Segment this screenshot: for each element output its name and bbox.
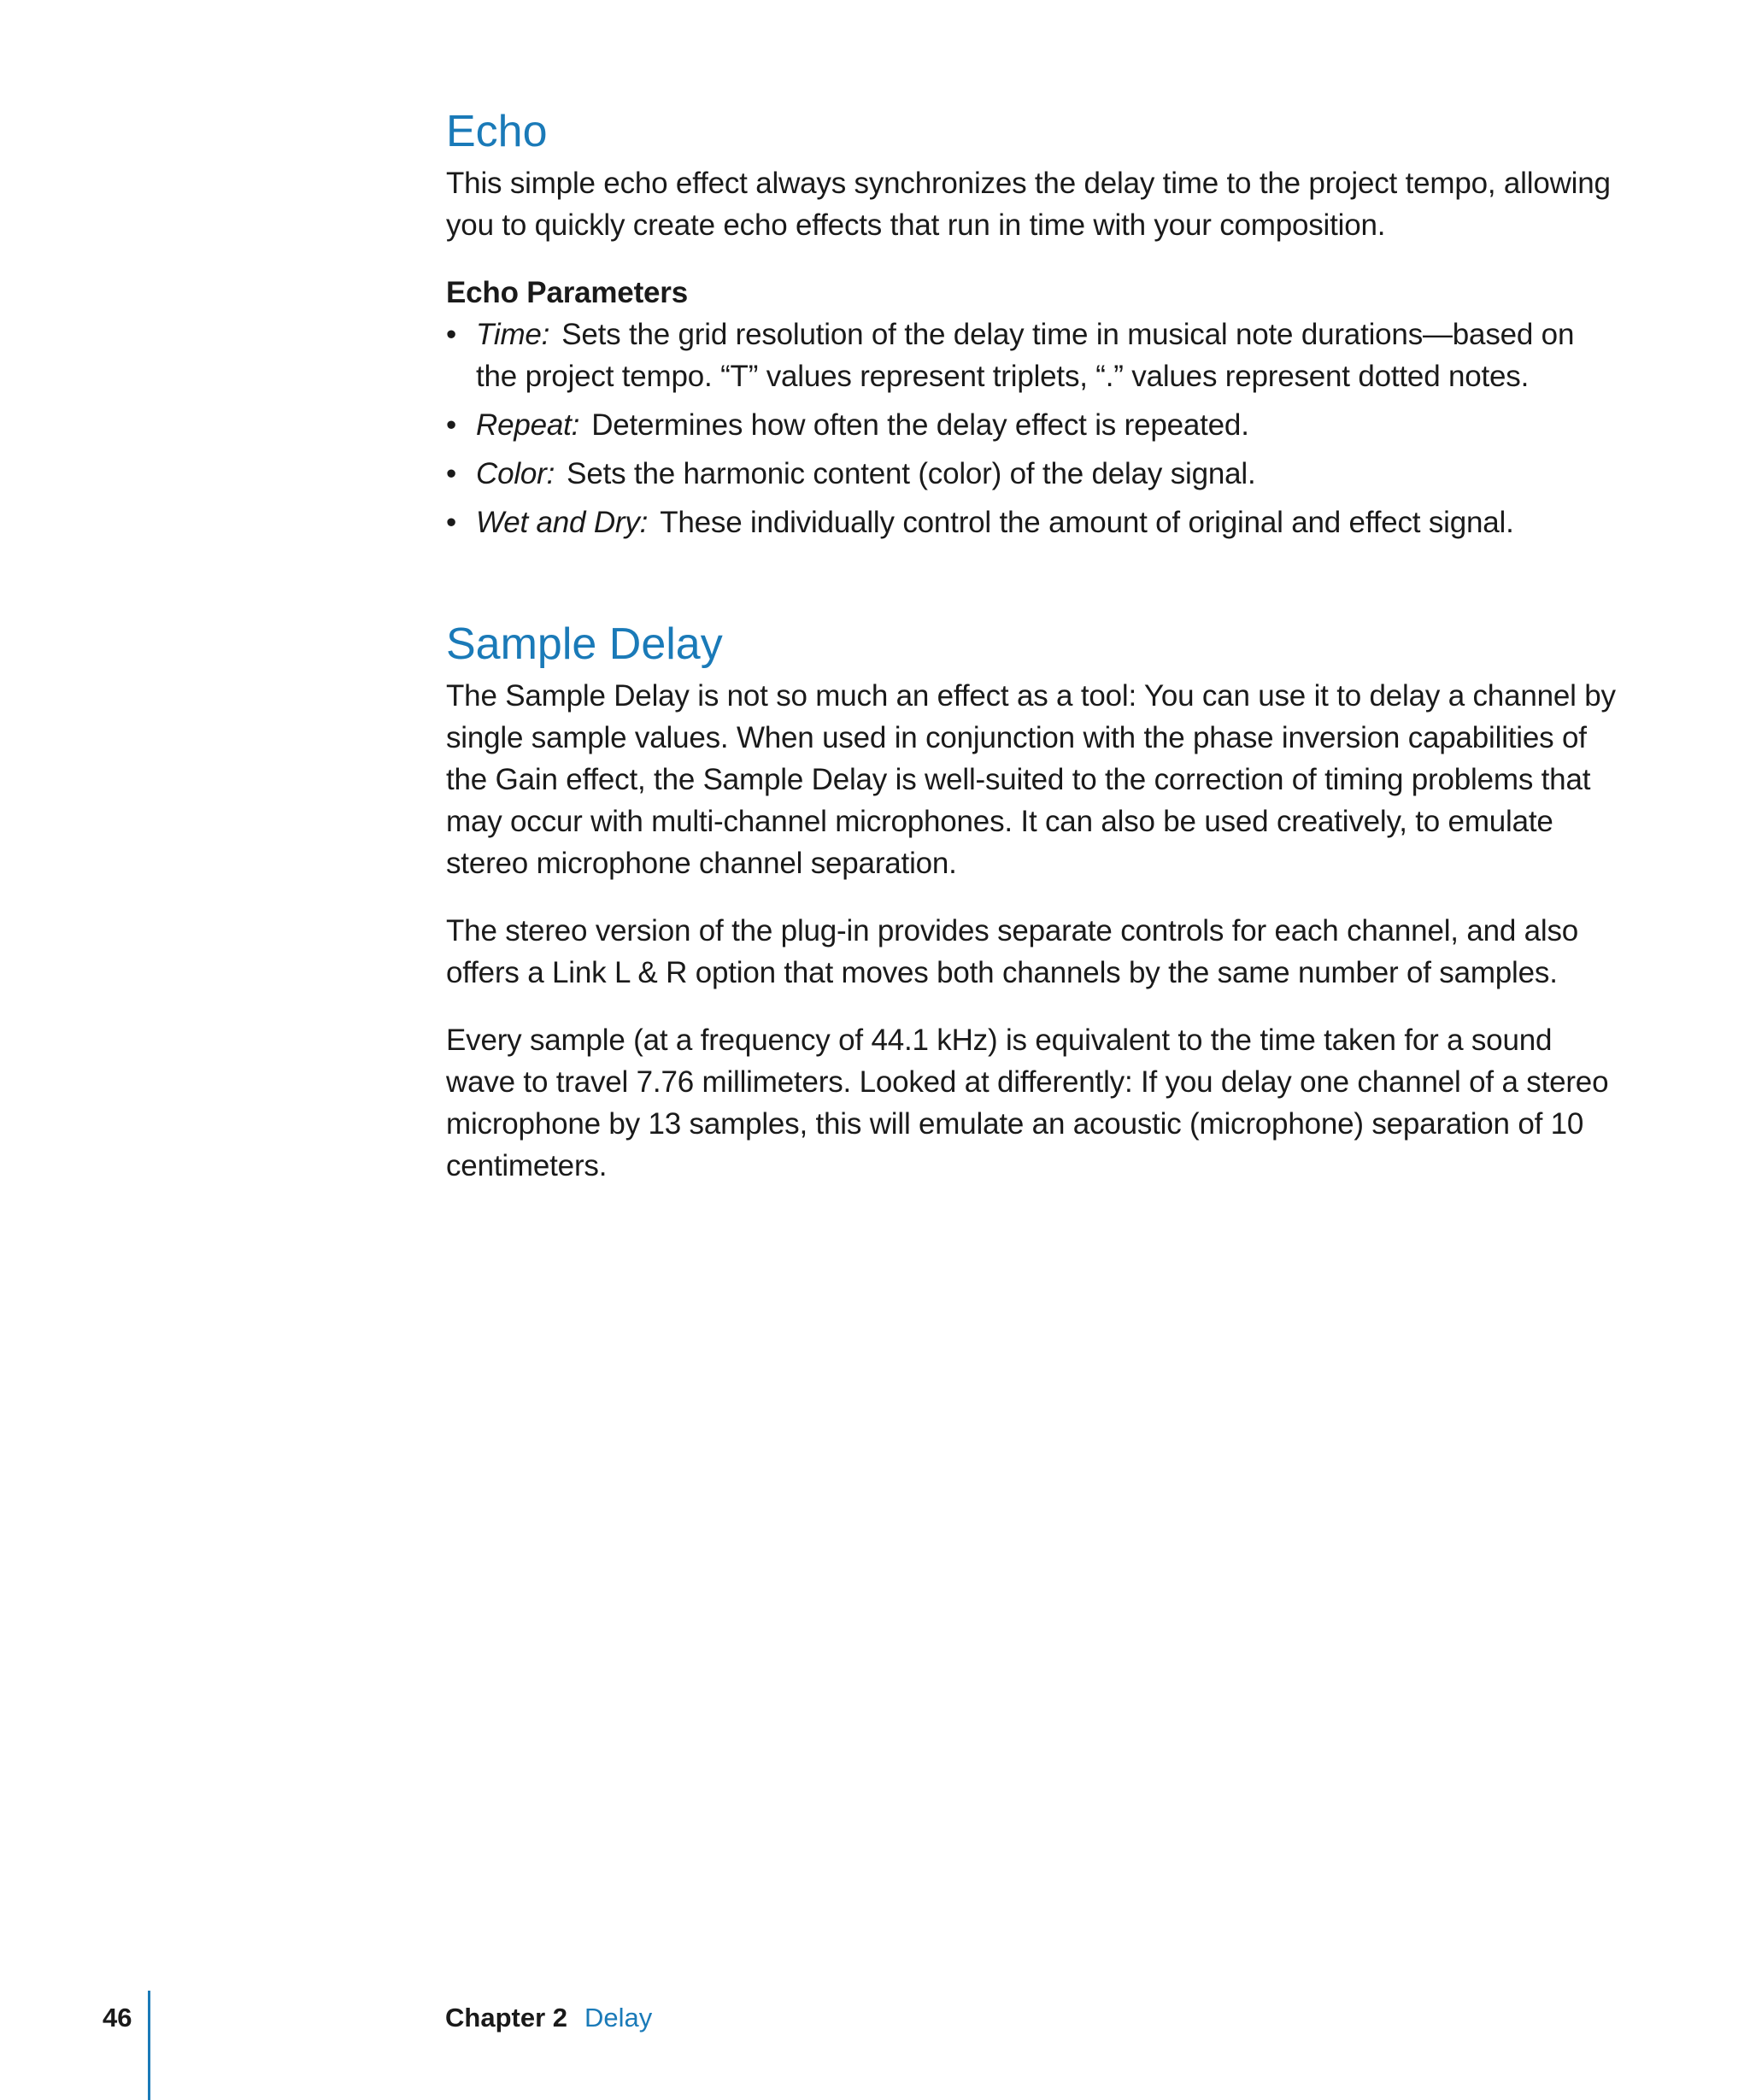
parameter-term: Color: <box>476 457 555 490</box>
parameter-description: Determines how often the delay effect is repeated. <box>591 408 1249 442</box>
bullet-icon: • <box>446 506 457 539</box>
parameter-time <box>446 314 1617 397</box>
sample-delay-title: Sample Delay <box>446 619 723 669</box>
sample-delay-paragraph-2: The stereo version of the plug-in provides separate controls for each channel, and also offers a Link L & R option that moves both channels by the same number of samples. <box>446 914 1579 989</box>
parameter-term: Time: <box>476 318 550 351</box>
echo-intro: This simple echo effect always synchronizes the delay time to the project tempo, allowing you to quickly create echo effects that run in time with your composition. <box>446 167 1611 242</box>
bullet-icon: • <box>446 408 457 442</box>
parameter-description: Sets the grid resolution of the delay time in musical note durations—based on the project tempo. “T” values represent triplets, “.” values represent dotted notes. <box>476 318 1575 393</box>
sample-delay-paragraph-3: Every sample (at a frequency of 44.1 kHz) is equivalent to the time taken for a sound wave to travel 7.76 millimeters. Looked at differently: If you delay one channel of a stereo microphone by 13 samples, this will emulate an acoustic (microphone) separation of 10 centimeters. <box>446 1024 1609 1182</box>
echo-parameter-list <box>446 314 1617 543</box>
parameter-color <box>446 453 1617 495</box>
parameter-repeat <box>446 404 1617 446</box>
parameter-description: Sets the harmonic content (color) of the delay signal. <box>567 457 1256 490</box>
page-footer <box>0 1980 1750 2100</box>
footer-divider <box>148 1991 150 2100</box>
echo-section <box>446 101 1617 543</box>
parameter-description: These individually control the amount of original and effect signal. <box>660 506 1514 539</box>
sample-delay-paragraph-1: The Sample Delay is not so much an effect as a tool: You can use it to delay a channel by single sample values. When used in conjunction with the phase inversion capabilities of the Gain effect, the Sample Delay is well-suited to the correction of timing problems that may occur with multi-channel microphones. It can also be used creatively, to emulate stereo microphone channel separation. <box>446 679 1616 880</box>
echo-parameters-heading: Echo Parameters <box>446 276 688 309</box>
parameter-wet-and-dry <box>446 502 1617 543</box>
bullet-icon: • <box>446 457 457 490</box>
echo-title: Echo <box>446 107 548 156</box>
parameter-term: Repeat: <box>476 408 580 442</box>
bullet-icon: • <box>446 318 457 351</box>
parameter-term: Wet and Dry: <box>476 506 649 539</box>
chapter-name: Delay <box>584 2003 653 2033</box>
chapter-label: Chapter 2 <box>445 2003 567 2033</box>
page-number: 46 <box>103 2003 132 2033</box>
sample-delay-section <box>446 613 1617 1187</box>
page-content <box>446 101 1617 1187</box>
